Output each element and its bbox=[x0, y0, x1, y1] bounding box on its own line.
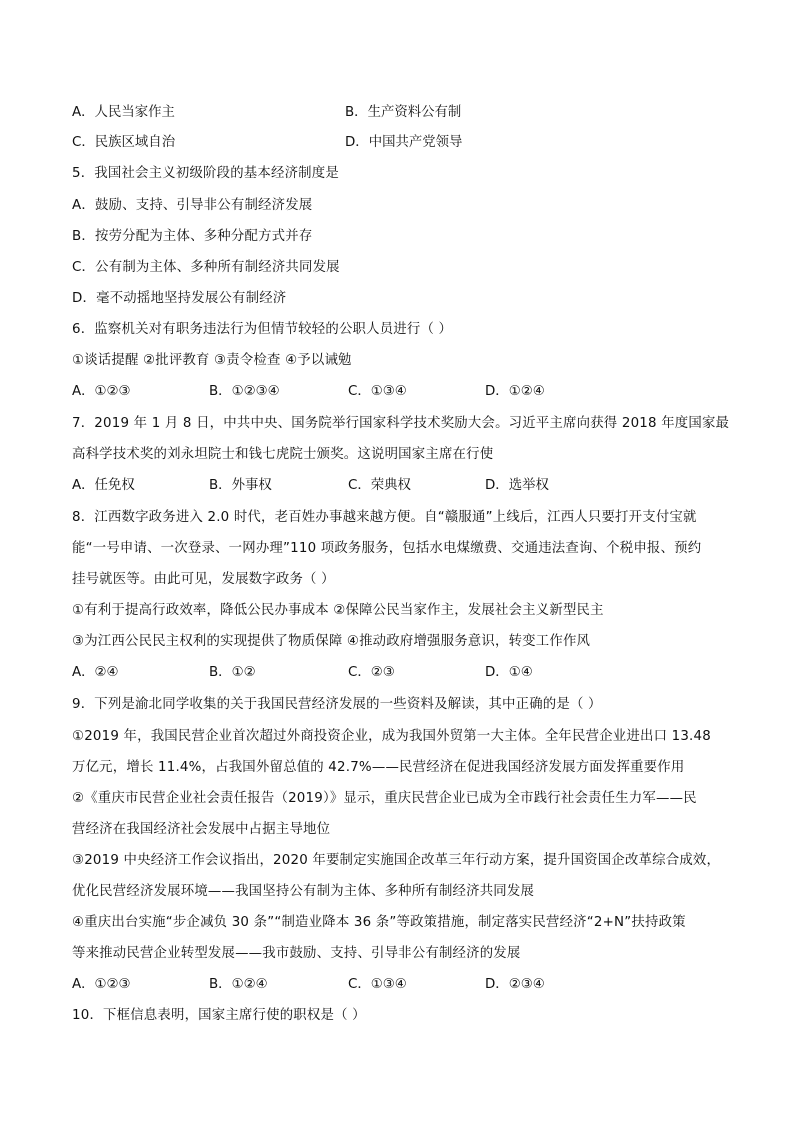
q8-option-b: B．①② bbox=[209, 665, 256, 680]
q7-stem-line-2: 高科学技术奖的刘永坦院士和钱七虎院士颁奖。这说明国家主席在行使 bbox=[72, 447, 494, 462]
q5-option-d: D．毫不动摇地坚持发展公有制经济 bbox=[72, 291, 287, 306]
q7-option-b: B．外事权 bbox=[209, 478, 272, 493]
q9-item-3-line-1: ③2019 中央经济工作会议指出，2020 年要制定实施国企改革三年行动方案，提升国资国企改革综合成效， bbox=[72, 853, 721, 868]
q8-items-line-2: ③为江西公民民主权利的实现提供了物质保障 ④推动政府增强服务意识，转变工作作风 bbox=[72, 634, 591, 649]
q9-item-4-line-2: 等来推动民营企业转型发展——我市鼓励、支持、引导非公有制经济的发展 bbox=[72, 946, 521, 961]
q4-options-row-2 bbox=[72, 133, 732, 153]
q9-options bbox=[72, 975, 732, 995]
q4-options-row-1 bbox=[72, 103, 732, 123]
q8-option-c: C．②③ bbox=[348, 665, 395, 680]
q9-item-3-line-2: 优化民营经济发展环境——我国坚持公有制为主体、多种所有制经济共同发展 bbox=[72, 884, 535, 899]
q6-option-c: C．①③④ bbox=[348, 384, 407, 399]
q9-option-d: D．②③④ bbox=[485, 977, 545, 992]
q9-item-2-line-1: ②《重庆市民营企业社会责任报告（2019）》显示，重庆民营企业已成为全市践行社会责任生力军——民 bbox=[72, 791, 697, 806]
q4-option-b: B．生产资料公有制 bbox=[345, 105, 462, 120]
q8-stem-line-1: 8．江西数字政务进入 2.0 时代，老百姓办事越来越方便。自“赣服通”上线后，江西人只要打开支付宝就 bbox=[72, 510, 697, 525]
q9-item-2-line-2: 营经济在我国经济社会发展中占据主导地位 bbox=[72, 822, 331, 837]
q4-option-d: D．中国共产党领导 bbox=[345, 135, 463, 150]
q6-option-a: A．①②③ bbox=[72, 384, 131, 399]
q5-option-a: A．鼓励、支持、引导非公有制经济发展 bbox=[72, 198, 313, 213]
q9-option-a: A．①②③ bbox=[72, 977, 131, 992]
q8-stem-line-2: 能“一号申请、一次登录、一网办理”110 项政务服务，包括水电煤缴费、交通违法查询、个税申报、预约 bbox=[72, 541, 702, 556]
q6-options bbox=[72, 382, 732, 402]
q7-option-c: C．荣典权 bbox=[348, 478, 411, 493]
q9-item-1-line-2: 万亿元，增长 11.4%，占我国外留总值的 42.7%——民营经济在促进我国经济发展方面发挥重要作用 bbox=[72, 760, 685, 775]
q9-stem: 9．下列是渝北同学收集的关于我国民营经济发展的一些资料及解读，其中正确的是（ ） bbox=[72, 697, 602, 712]
q4-option-a: A．人民当家作主 bbox=[72, 105, 175, 120]
q7-options bbox=[72, 476, 732, 496]
q7-stem-line-1: 7．2019 年 1 月 8 日，中共中央、国务院举行国家科学技术奖励大会。习近平主席向获得 2018 年度国家最 bbox=[72, 416, 730, 431]
q8-option-a: A．②④ bbox=[72, 665, 119, 680]
q9-option-b: B．①②④ bbox=[209, 977, 268, 992]
q8-items-line-1: ①有利于提高行政效率，降低公民办事成本 ②保障公民当家作主，发展社会主义新型民主 bbox=[72, 603, 604, 618]
q7-option-a: A．任免权 bbox=[72, 478, 135, 493]
q6-stem: 6．监察机关对有职务违法行为但情节较轻的公职人员进行（ ） bbox=[72, 322, 453, 337]
q9-item-1-line-1: ①2019 年，我国民营企业首次超过外商投资企业，成为我国外贸第一大主体。全年民营企业进出口 13.48 bbox=[72, 729, 711, 744]
q9-item-4-line-1: ④重庆出台实施“步企减负 30 条”“制造业降本 36 条”等政策措施，制定落实民营经济“2+N”扶持政策 bbox=[72, 915, 686, 930]
q10-stem: 10．下框信息表明，国家主席行使的职权是（ ） bbox=[72, 1008, 366, 1023]
q8-option-d: D．①④ bbox=[485, 665, 533, 680]
q5-option-b: B．按劳分配为主体、多种分配方式并存 bbox=[72, 229, 313, 244]
q4-option-c: C．民族区域自治 bbox=[72, 135, 176, 150]
q6-items: ①谈话提醒 ②批评教育 ③责令检查 ④予以诫勉 bbox=[72, 353, 352, 368]
q5-option-c: C．公有制为主体、多种所有制经济共同发展 bbox=[72, 260, 340, 275]
q6-option-d: D．①②④ bbox=[485, 384, 545, 399]
q8-stem-line-3: 挂号就医等。由此可见，发展数字政务（ ） bbox=[72, 572, 335, 587]
q9-option-c: C．①③④ bbox=[348, 977, 407, 992]
q5-stem: 5．我国社会主义初级阶段的基本经济制度是 bbox=[72, 166, 339, 181]
q8-options bbox=[72, 663, 732, 683]
q6-option-b: B．①②③④ bbox=[209, 384, 280, 399]
q7-option-d: D．选举权 bbox=[485, 478, 549, 493]
